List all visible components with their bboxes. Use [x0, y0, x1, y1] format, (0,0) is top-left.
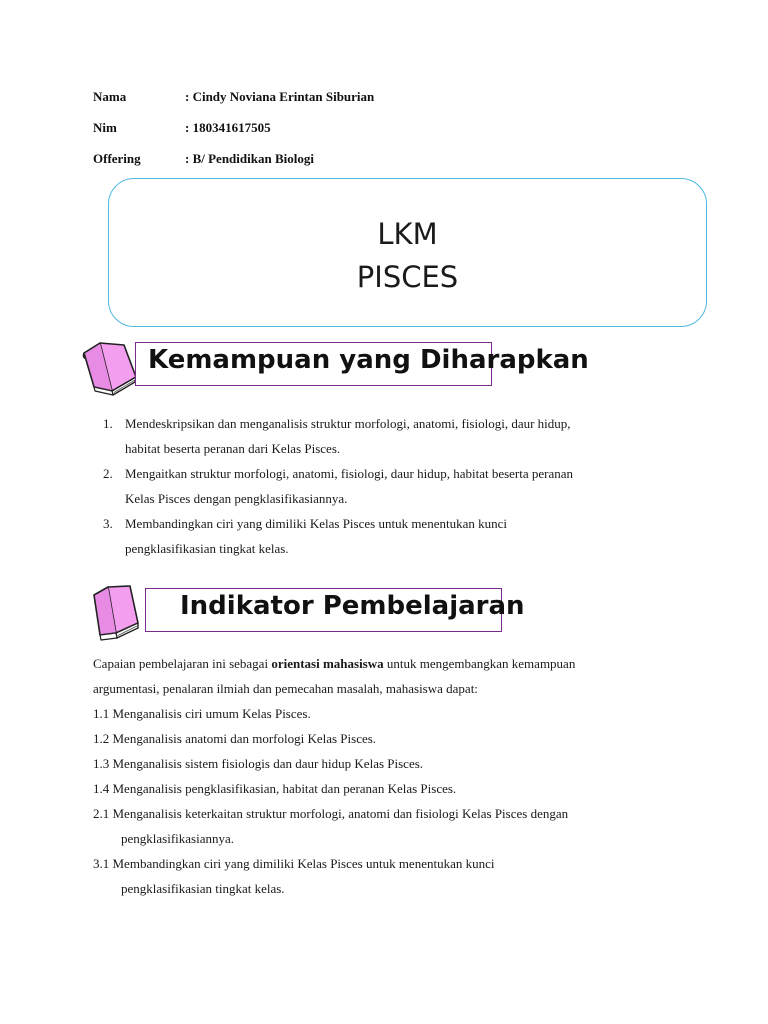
list-item: 2.1 Menganalisis keterkaitan struktur morfologi, anatomi dan fisiologi Kelas Pisces dengan	[93, 806, 569, 821]
list-item-number: 1.	[103, 416, 113, 431]
title-line-1: LKM	[377, 217, 438, 251]
list-item-continuation: Kelas Pisces dengan pengklasifikasiannya.	[125, 491, 348, 506]
section2-heading-box	[145, 588, 525, 632]
list-item: 1.4 Menganalisis pengklasifikasian, habitat dan peranan Kelas Pisces.	[93, 781, 457, 796]
list-item-text: Mengaitkan struktur morfologi, anatomi, fisiologi, daur hidup, habitat beserta peranan	[125, 466, 574, 481]
list-item-continuation: habitat beserta peranan dari Kelas Pisces.	[125, 441, 341, 456]
intro-text: Capaian pembelajaran ini sebagai	[93, 656, 272, 671]
section1-heading: Kemampuan yang Diharapkan	[148, 345, 589, 375]
section2-intro-line1	[93, 651, 575, 676]
list-item-continuation: pengklasifikasiannya.	[121, 831, 234, 846]
section2-heading: Indikator Pembelajaran	[180, 591, 525, 621]
section2-intro-line2: argumentasi, penalaran ilmiah dan pemecahan masalah, mahasiswa dapat:	[93, 681, 478, 696]
list-item-continuation: pengklasifikasian tingkat kelas.	[121, 881, 285, 896]
nim-value: : 180341617505	[185, 120, 271, 135]
list-item-number: 3.	[103, 516, 113, 531]
book-icon	[78, 339, 142, 397]
intro-text-end: untuk mengembangkan kemampuan	[383, 656, 576, 671]
intro-emphasis: orientasi mahasiswa	[271, 656, 384, 671]
title-line-2: PISCES	[356, 260, 459, 294]
list-item-number: 2.	[103, 466, 113, 481]
list-item: 1.2 Menganalisis anatomi dan morfologi Kelas Pisces.	[93, 731, 377, 746]
list-item: 1.3 Menganalisis sistem fisiologis dan daur hidup Kelas Pisces.	[93, 756, 424, 771]
list-item-text: Membandingkan ciri yang dimiliki Kelas Pisces untuk menentukan kunci	[125, 516, 507, 531]
offering-value: : B/ Pendidikan Biologi	[185, 151, 314, 166]
section1-heading-box	[135, 342, 589, 386]
offering-label: Offering	[93, 151, 141, 166]
nim-label: Nim	[93, 120, 117, 135]
list-item: 1.1 Menganalisis ciri umum Kelas Pisces.	[93, 706, 311, 721]
list-item-continuation: pengklasifikasian tingkat kelas.	[125, 541, 289, 556]
list-item: 3.1 Membandingkan ciri yang dimiliki Kelas Pisces untuk menentukan kunci	[93, 856, 495, 871]
list-item-text: Mendeskripsikan dan menganalisis struktur morfologi, anatomi, fisiologi, daur hidup,	[125, 416, 571, 431]
title-box	[108, 178, 707, 327]
name-value: : Cindy Noviana Erintan Siburian	[185, 89, 375, 104]
name-label: Nama	[93, 89, 127, 104]
